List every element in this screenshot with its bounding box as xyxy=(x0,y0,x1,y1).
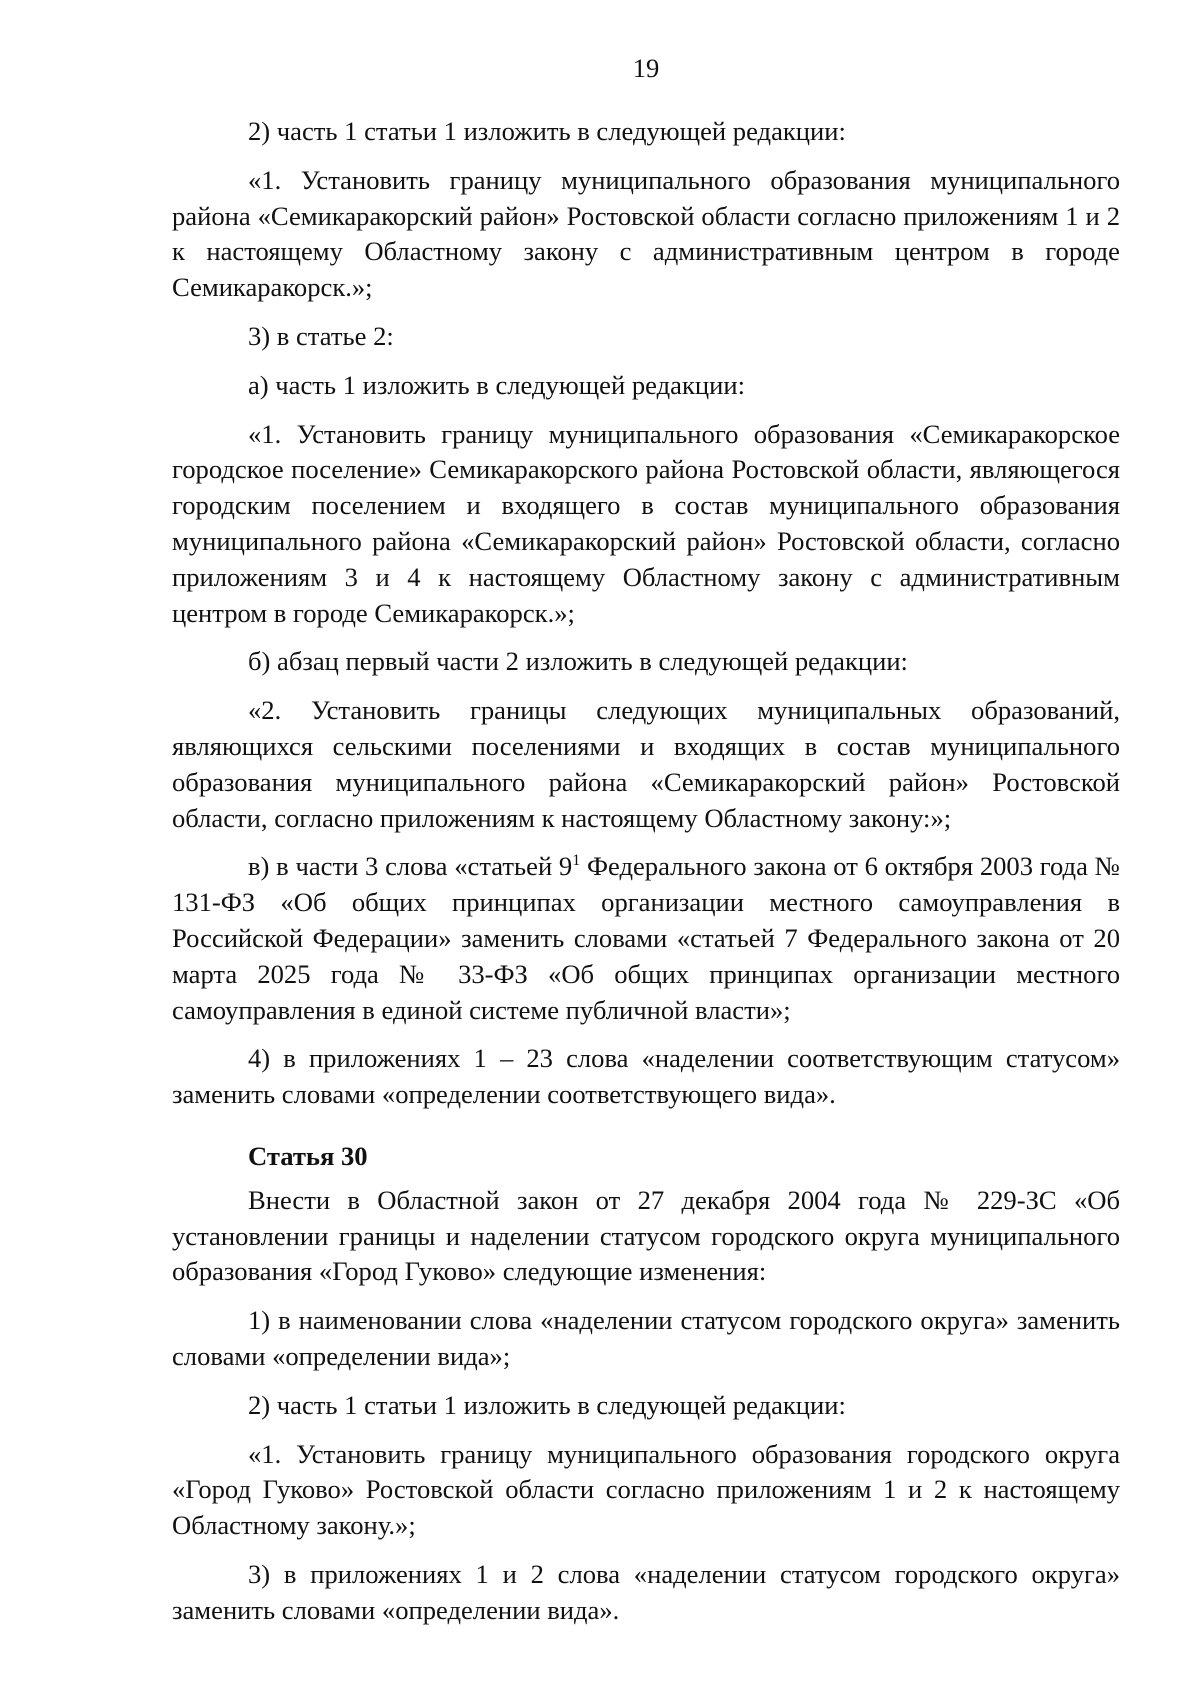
paragraph-1: 2) часть 1 статьи 1 изложить в следующей редакции: xyxy=(248,116,846,146)
paragraph-12: 2) часть 1 статьи 1 изложить в следующей редакции: xyxy=(248,1389,846,1420)
paragraph-8-part-a: в) в части 3 слова «статьей 9 xyxy=(248,851,573,882)
paragraph-11: 1) в наименовании слова «наделении статусом городского округа» заменить словами «определении вида»; xyxy=(172,1305,1120,1371)
paragraph-3: 3) в статье 2: xyxy=(248,320,394,351)
paragraph-2: «1. Установить границу муниципального образования муниципального района «Семикаракорский район» Ростовской области согласно приложениям 1 и 2 к настоящему Областному закону с административным центром в городе Семикаракорск.»; xyxy=(172,164,1120,303)
article-heading: Статья 30 xyxy=(248,1140,368,1171)
paragraph-8-part-b: Федерального закона от 6 октября 2003 года № 131-ФЗ «Об общих принципах организации местного самоуправления в Российской Федерации» заменить словами «статьей 7 Федерального закона от 20 марта 2025 года № 33-ФЗ «Об общих принципах организации местного самоуправления в единой системе публичной власти»; xyxy=(172,851,1121,1025)
paragraph-5: «1. Установить границу муниципального образования «Семикаракорское городское поселение» Семикаракорского района Ростовской области, являющегося городским поселением и входящего в состав муниципального образования муниципального района «Семикаракорский район» Ростовской области, согласно приложениям 3 и 4 к настоящему Областному закону с административным центром в городе Семикаракорск.»; xyxy=(172,418,1120,628)
page-number: 19 xyxy=(632,53,660,83)
paragraph-7: «2. Установить границы следующих муниципальных образований, являющихся сельскими поселениями и входящих в состав муниципального образования муниципального района «Семикаракорский район» Ростовской области, согласно приложениям к настоящему Областному закону:»; xyxy=(172,695,1120,833)
paragraph-4: а) часть 1 изложить в следующей редакции: xyxy=(248,369,745,400)
paragraph-10: Внести в Областной закон от 27 декабря 2004 года № 229-ЗС «Об установлении границы и наделении статусом городского округа муниципального образования «Город Гуково» следующие изменения: xyxy=(172,1184,1120,1287)
paragraph-13: «1. Установить границу муниципального образования городского округа «Город Гуково» Ростовской области согласно приложениям 1 и 2 к настоящему Областному закону.»; xyxy=(172,1438,1120,1541)
paragraph-14: 3) в приложениях 1 и 2 слова «наделении статусом городского округа» заменить словами «определении вида». xyxy=(172,1558,1120,1625)
document-body xyxy=(172,114,1120,1641)
paragraph-6: б) абзац первый части 2 изложить в следующей редакции: xyxy=(248,646,908,677)
superscript-one: 1 xyxy=(572,852,581,870)
paragraph-8 xyxy=(172,849,1120,1028)
paragraph-9: 4) в приложениях 1 – 23 слова «наделении соответствующим статусом» заменить словами «определении соответствующего вида». xyxy=(172,1043,1120,1110)
